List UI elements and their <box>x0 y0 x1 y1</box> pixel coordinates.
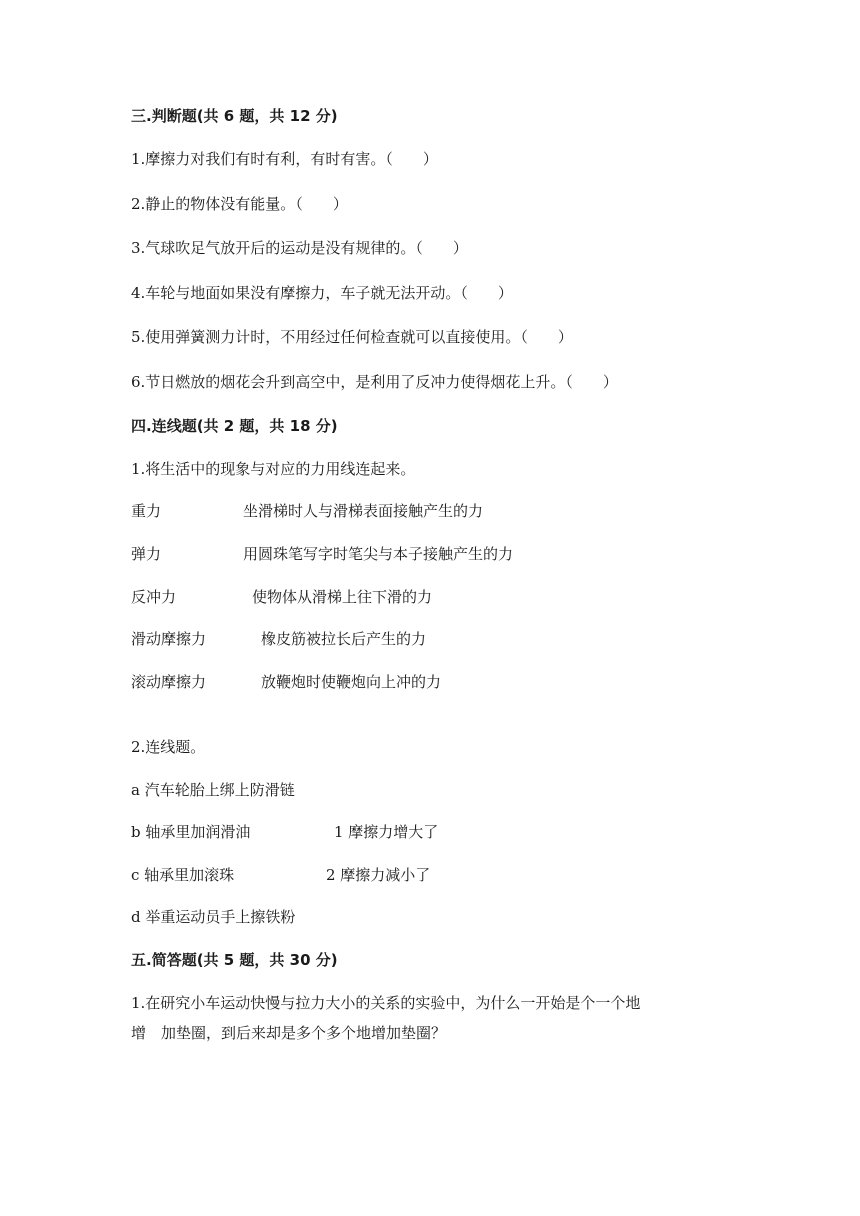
matching-q1-left-1: 重力 <box>131 502 162 520</box>
matching-q2-prompt: 2.连线题。 <box>131 738 206 756</box>
judge-item-4: 4.车轮与地面如果没有摩擦力，车子就无法开动。（ ） <box>131 284 513 302</box>
matching-q2-left-c: c 轴承里加滚珠 <box>131 866 235 884</box>
section-5-heading: 五.简答题(共 5 题，共 30 分) <box>131 951 338 969</box>
matching-q1-right-5: 放鞭炮时使鞭炮向上冲的力 <box>261 673 442 691</box>
matching-q1-prompt: 1.将生活中的现象与对应的力用线连起来。 <box>131 460 416 478</box>
matching-q2-left-b: b 轴承里加润滑油 <box>131 823 251 841</box>
matching-q1-right-3: 使物体从滑梯上往下滑的力 <box>252 588 433 606</box>
judge-item-2: 2.静止的物体没有能量。（ ） <box>131 195 348 213</box>
matching-q2-right-2: 2 摩擦力减小了 <box>326 866 431 884</box>
matching-q2-left-d: d 举重运动员手上擦铁粉 <box>131 908 296 926</box>
matching-q2-left-a: a 汽车轮胎上绑上防滑链 <box>131 781 295 799</box>
judge-item-3: 3.气球吹足气放开后的运动是没有规律的。（ ） <box>131 239 468 257</box>
matching-q1-right-2: 用圆珠笔写字时笔尖与本子接触产生的力 <box>243 545 514 563</box>
section-3-heading: 三.判断题(共 6 题，共 12 分) <box>131 107 338 125</box>
section-4-heading: 四.连线题(共 2 题，共 18 分) <box>131 417 338 435</box>
short-answer-q1-line-1: 1.在研究小车运动快慢与拉力大小的关系的实验中，为什么一开始是个一个地 <box>131 994 641 1012</box>
judge-item-6: 6.节日燃放的烟花会升到高空中，是利用了反冲力使得烟花上升。（ ） <box>131 373 618 391</box>
matching-q1-right-4: 橡皮筋被拉长后产生的力 <box>261 630 427 648</box>
matching-q1-left-5: 滚动摩擦力 <box>131 673 207 691</box>
matching-q2-right-1: 1 摩擦力增大了 <box>334 823 439 841</box>
judge-item-5: 5.使用弹簧测力计时，不用经过任何检查就可以直接使用。（ ） <box>131 328 573 346</box>
matching-q1-left-2: 弹力 <box>131 545 162 563</box>
judge-item-1: 1.摩擦力对我们有时有利，有时有害。（ ） <box>131 150 438 168</box>
short-answer-q1-line-2: 增 加垫圈，到后来却是多个多个地增加垫圈？ <box>131 1024 447 1042</box>
matching-q1-left-3: 反冲力 <box>131 588 177 606</box>
matching-q1-right-1: 坐滑梯时人与滑梯表面接触产生的力 <box>243 502 484 520</box>
matching-q1-left-4: 滑动摩擦力 <box>131 630 207 648</box>
